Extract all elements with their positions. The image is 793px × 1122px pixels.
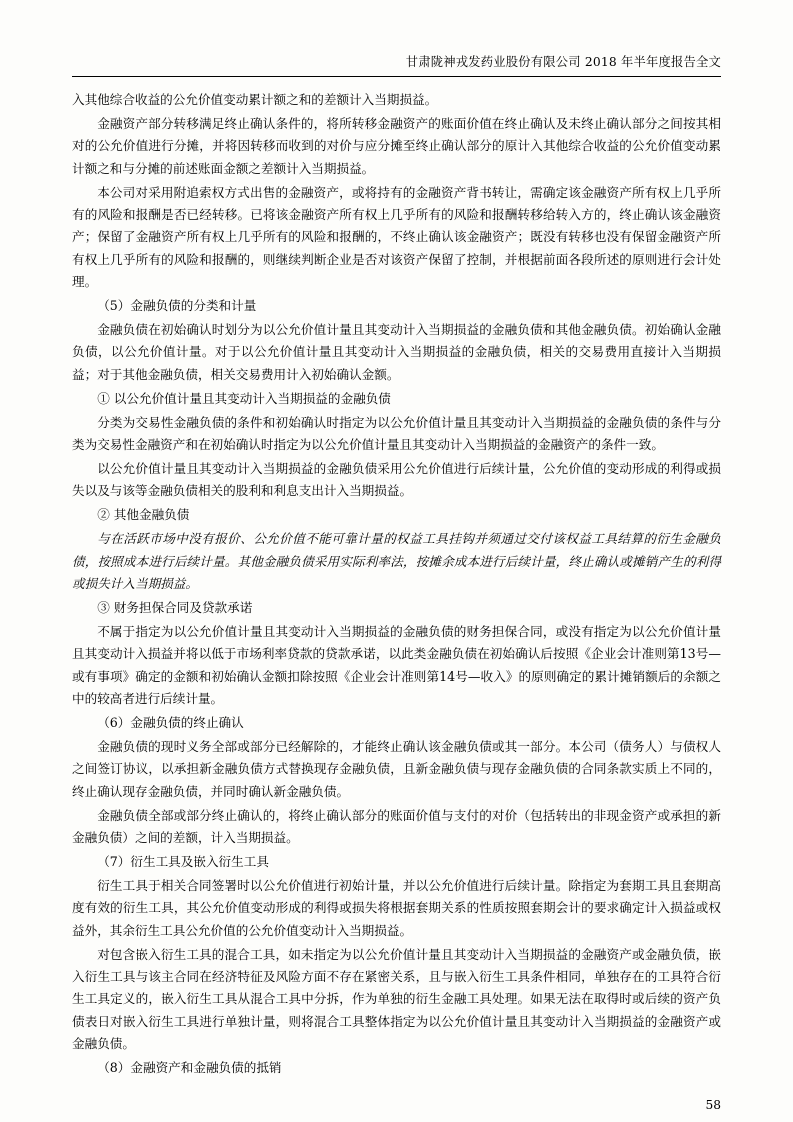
paragraph: 不属于指定为以公允价值计量且其变动计入当期损益的金融负债的财务担保合同，或没有指定为以公允价值计量且其变动计入损益并将以低于市场利率贷款的贷款承诺，以此类金融负债在初始确认后按照《企业会计准则第13号—或有事项》确定的金额和初始确认金额扣除按照《企业会计准则第14号—收入》的原则确定的累计摊销额后的余额之中的较高者进行后续计量。: [72, 623, 721, 707]
paragraph-italic: 与在活跃市场中没有报价、公允价值不能可靠计量的权益工具挂钩并须通过交付该权益工具结算的衍生金融负债，按照成本进行后续计量。其他金融负债采用实际利率法，按摊余成本进行后续计量，终止确认或摊销产生的利得或损失计入当期损益。: [72, 531, 721, 592]
paragraph: 以公允价值计量且其变动计入当期损益的金融负债采用公允价值进行后续计量，公允价值的变动形成的利得或损失以及与该等金融负债相关的股利和利息支出计入当期损益。: [72, 461, 721, 499]
paragraph: 金融负债在初始确认时划分为以公允价值计量且其变动计入当期损益的金融负债和其他金融负债。初始确认金融负债，以公允价值计量。对于以公允价值计量且其变动计入当期损益的金融负债，相关的交易费用直接计入当期损益；对于其他金融负债，相关交易费用计入初始确认金额。: [72, 322, 721, 382]
paragraph-heading: （5）金融负债的分类和计量: [97, 298, 257, 314]
paragraph-heading: ② 其他金融负债: [97, 507, 190, 523]
paragraph-heading: ① 以公允价值计量且其变动计入当期损益的金融负债: [97, 390, 391, 406]
page-number: 58: [705, 1098, 721, 1112]
paragraph: 对包含嵌入衍生工具的混合工具，如未指定为以公允价值计量且其变动计入当期损益的金融资产或金融负债，嵌入衍生工具与该主合同在经济特征及风险方面不存在紧密关系，且与嵌入衍生工具条件相同，单独存在的工具符合衍生工具定义的，嵌入衍生工具从混合工具中分拆，作为单独的衍生金融工具处理。如果无法在取得时或后续的资产负债表日对嵌入衍生工具进行单独计量，则将混合工具整体指定为以公允价值计量且其变动计入当期损益的金融资产或金融负债。: [72, 946, 721, 1052]
page-header: 甘肃陇神戎发药业股份有限公司 2018 年半年度报告全文: [405, 55, 721, 69]
paragraph: 衍生工具于相关合同签署时以公允价值进行初始计量，并以公允价值进行后续计量。除指定为套期工具且套期高度有效的衍生工具，其公允价值变动形成的利得或损失将根据套期关系的性质按照套期会计的要求确定计入损益或权益外，其余衍生工具公允价值的公允价值变动计入当期损益。: [72, 877, 721, 938]
paragraph: 分类为交易性金融负债的条件和初始确认时指定为以公允价值计量且其变动计入当期损益的金融负债的条件与分类为交易性金融资产和在初始确认时指定为以公允价值计量且其变动计入当期损益的金融资产的条件一致。: [72, 414, 721, 453]
header-divider: [72, 76, 721, 77]
paragraph: 入其他综合收益的公允价值变动累计额之和的差额计入当期损益。: [72, 92, 438, 107]
page-content: [72, 52, 721, 1086]
paragraph: 金融负债全部或部分终止确认的，将终止确认部分的账面价值与支付的对价（包括转出的非现金资产或承担的新金融负债）之间的差额，计入当期损益。: [72, 807, 721, 845]
paragraph: 金融资产部分转移满足终止确认条件的，将所转移金融资产的账面价值在终止确认及未终止确认部分之间按其相对的公允价值进行分摊，并将因转移而收到的对价与应分摊至终止确认部分的原计入其他综合收益的公允价值变动累计额之和与分摊的前述账面金额之差额计入当期损益。: [72, 115, 721, 176]
body-text: [72, 89, 721, 1079]
paragraph-heading: （7）衍生工具及嵌入衍生工具: [97, 853, 269, 869]
paragraph-heading: ③ 财务担保合同及贷款承诺: [97, 599, 253, 615]
paragraph-heading: （6）金融负债的终止确认: [97, 714, 244, 730]
paragraph-heading: （8）金融资产和金融负债的抵销: [97, 1060, 282, 1076]
paragraph: 金融负债的现时义务全部或部分已经解除的，才能终止确认该金融负债或其一部分。本公司（债务人）与债权人之间签订协议，以承担新金融负债方式替换现存金融负债，且新金融负债与现存金融负债的合同条款实质上不同的，终止确认现存金融负债，并同时确认新金融负债。: [72, 738, 721, 799]
paragraph: 本公司对采用附追索权方式出售的金融资产，或将持有的金融资产背书转让，需确定该金融资产所有权上几乎所有的风险和报酬是否已经转移。已将该金融资产所有权上几乎所有的风险和报酬转移给转入方的，终止确认该金融资产；保留了金融资产所有权上几乎所有的风险和报酬的，不终止确认该金融资产；既没有转移也没有保留金融资产所有权上几乎所有的风险和报酬的，则继续判断企业是否对该资产保留了控制，并根据前面各段所述的原则进行会计处理。: [72, 184, 721, 290]
